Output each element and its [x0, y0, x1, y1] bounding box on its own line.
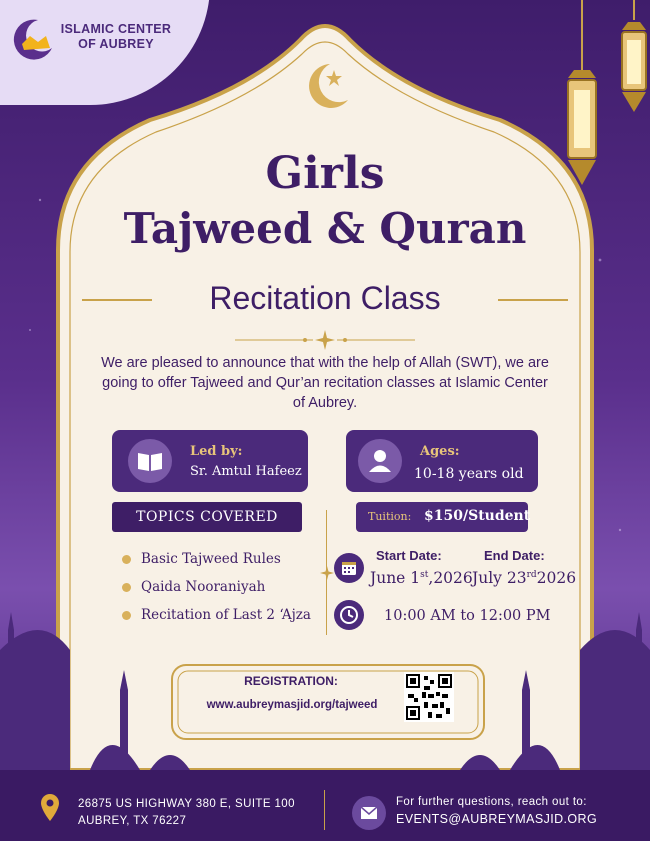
start-date-value: June 1st,2026: [370, 569, 473, 587]
registration-url[interactable]: www.aubreymasjid.org/tajweed: [206, 699, 378, 711]
tuition-label: Tuition:: [368, 510, 412, 523]
clock-icon-circle: [334, 600, 364, 630]
envelope-icon-circle: [352, 796, 386, 830]
calendar-icon: [334, 553, 364, 583]
crescent-star-icon: [300, 60, 352, 112]
led-by-label: Led by:: [190, 444, 243, 459]
footer-address: 26875 US HIGHWAY 380 E, SUITE 100 AUBREY, TX 76227: [78, 798, 295, 827]
bullet: [122, 611, 131, 620]
book-icon-circle: [128, 439, 172, 483]
title-line-1: Girls: [265, 148, 385, 199]
location-pin-icon: [40, 794, 60, 822]
sparkle-divider: [235, 330, 415, 350]
topic-item: Recitation of Last 2 ‘Ajza: [122, 607, 311, 623]
led-by-value: Sr. Amtul Hafeez: [190, 464, 302, 479]
end-date-label: End Date:: [484, 548, 545, 563]
footer-contact: For further questions, reach out to: EVENTS@AUBREYMASJID.ORG: [396, 796, 598, 826]
start-date-label: Start Date:: [376, 548, 442, 563]
topic-item: Basic Tajweed Rules: [122, 551, 281, 567]
book-icon: [128, 439, 172, 483]
ages-label: Ages:: [420, 444, 460, 459]
topic-item: Qaida Nooraniyah: [122, 579, 265, 595]
ages-value: 10-18 years old: [414, 466, 524, 482]
end-date-value: July 23rd2026: [472, 569, 577, 587]
org-name: ISLAMIC CENTER OF AUBREY: [60, 22, 172, 51]
subtitle: Recitation Class: [209, 280, 441, 316]
person-icon: [358, 439, 402, 483]
qr-code[interactable]: [404, 672, 454, 722]
announcement: We are pleased to announce that with the help of Allah (SWT), we are going to offer Tajweed and Qur’an recitation classes at Islamic Center of Aubrey.: [101, 355, 549, 411]
contact-email[interactable]: EVENTS@AUBREYMASJID.ORG: [396, 812, 598, 826]
registration-label: REGISTRATION:: [244, 674, 338, 688]
title-line-2: Tajweed & Quran: [123, 204, 527, 253]
bullet: [122, 555, 131, 564]
bullet: [122, 583, 131, 592]
tuition-value: $150/Student: [424, 508, 531, 524]
calendar-icon-circle: [334, 553, 364, 583]
clock-icon: [334, 600, 364, 630]
divider-sparkle: [320, 566, 334, 580]
envelope-icon: [352, 796, 386, 830]
person-icon-circle: [358, 439, 402, 483]
footer-divider: [324, 790, 325, 830]
class-time: 10:00 AM to 12:00 PM: [384, 608, 551, 624]
topics-heading: TOPICS COVERED: [112, 502, 302, 532]
